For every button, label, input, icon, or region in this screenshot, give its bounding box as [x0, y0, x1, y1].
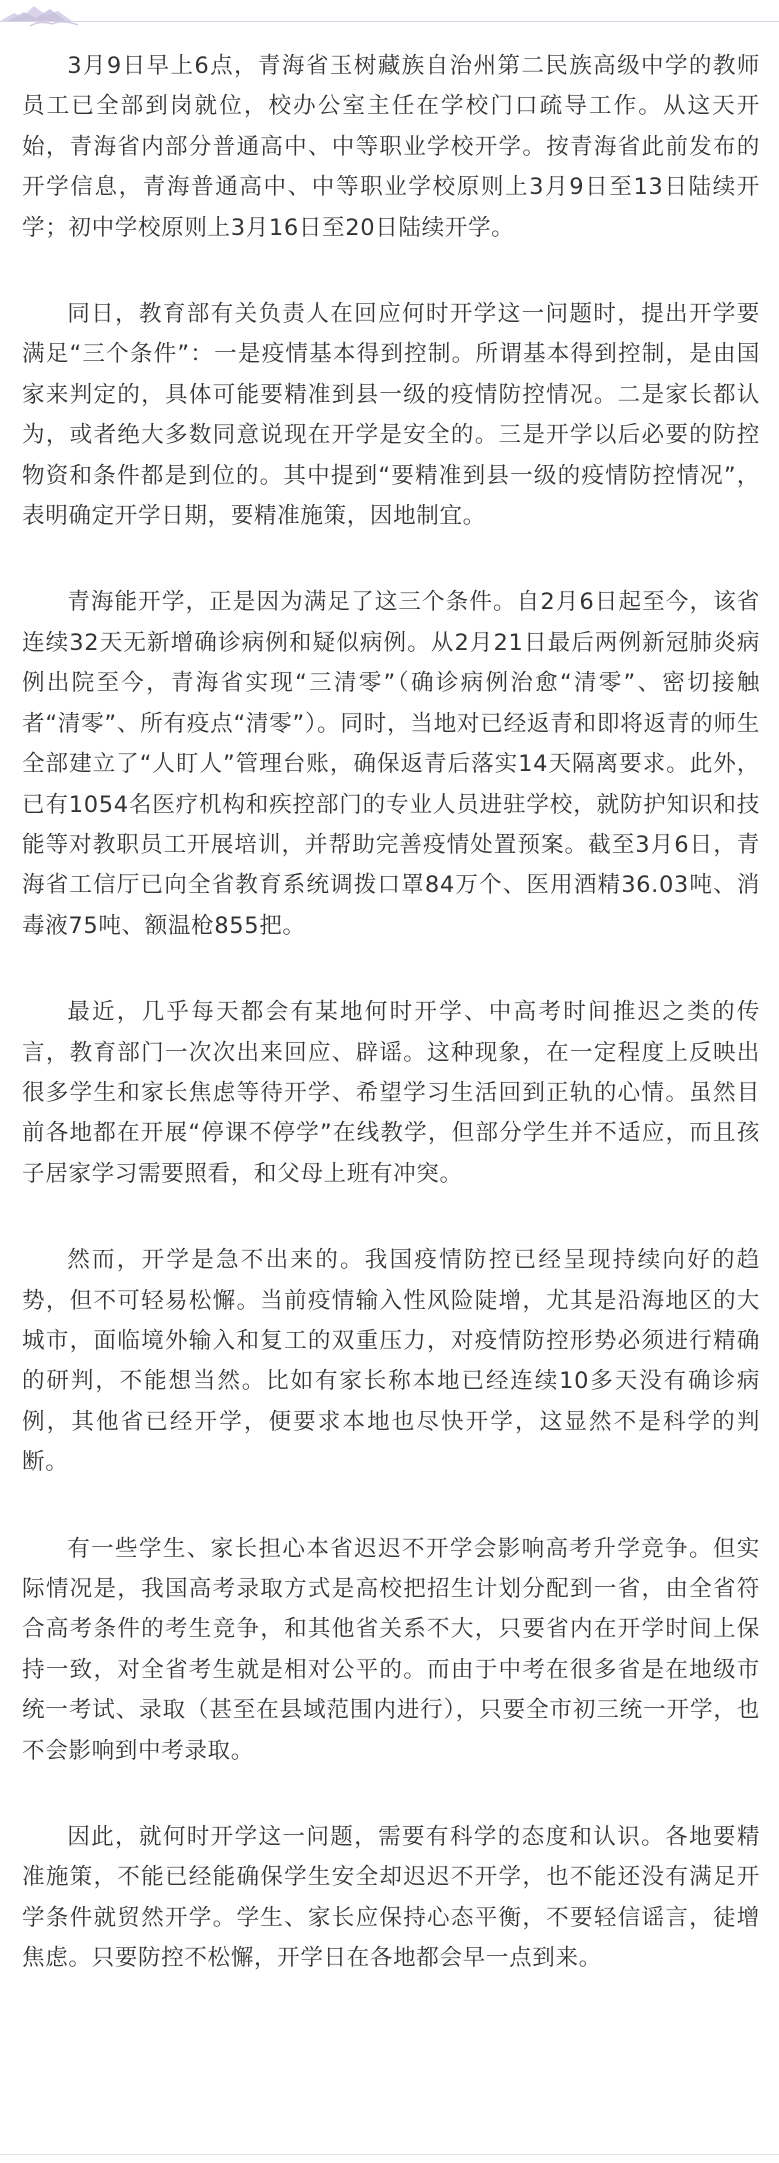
paragraph-3: 青海能开学，正是因为满足了这三个条件。自2月6日起至今，该省连续32天无新增确诊病例和疑似病例。从2月21日最后两例新冠肺炎病例出院至今，青海省实现“三清零”（确诊病例治愈“清零”、密切接触者“清零”、所有疫点“清零”）。同时，当地对已经返青和即将返青的师生全部建立了“人盯人”管理台账，确保返青后落实14天隔离要求。此外，已有1054名医疗机构和疾控部门的专业人员进驻学校，就防护知识和技能等对教职员工开展培训，并帮助完善疫情处置预案。截至3月6日，青海省工信厅已向全省教育系统调拨口罩84万个、医用酒精36.03吨、消毒液75吨、额温枪855把。	[22, 589, 760, 939]
paragraph-6: 有一些学生、家长担心本省迟迟不开学会影响高考升学竞争。但实际情况是，我国高考录取方式是高校把招生计划分配到一省，由全省符合高考条件的考生竞争，和其他省关系不大，只要省内在开学时间上保持一致，对全省考生就是相对公平的。而由于中考在很多省是在地级市统一考试、录取（甚至在县域范围内进行），只要全市初三统一开学，也不会影响到中考录取。	[22, 1535, 760, 1764]
bottom-divider	[0, 2154, 779, 2155]
article-body	[22, 46, 760, 2025]
paragraph-5: 然而，开学是急不出来的。我国疫情防控已经呈现持续向好的趋势，但不可轻易松懈。当前疫情输入性风险陡增，尤其是沿海地区的大城市，面临境外输入和复工的双重压力，对疫情防控形势必须进行精确的研判，不能想当然。比如有家长称本地已经连续10多天没有确诊病例，其他省已经开学，便要求本地也尽快开学，这显然不是科学的判断。	[22, 1247, 760, 1476]
mountain-cloud-ornament-icon	[0, 0, 90, 30]
paragraph-4: 最近，几乎每天都会有某地何时开学、中高考时间推迟之类的传言，教育部门一次次出来回应、辟谣。这种现象，在一定程度上反映出很多学生和家长焦虑等待开学、希望学习生活回到正轨的心情。虽然目前各地都在开展“停课不停学”在线教学，但部分学生并不适应，而且孩子居家学习需要照看，和父母上班有冲突。	[22, 999, 760, 1187]
paragraph-7: 因此，就何时开学这一问题，需要有科学的态度和认识。各地要精准施策，不能已经能确保学生安全却迟迟不开学，也不能还没有满足开学条件就贸然开学。学生、家长应保持心态平衡，不要轻信谣言，徒增焦虑。只要防控不松懈，开学日在各地都会早一点到来。	[22, 1824, 760, 1972]
paragraph-2: 同日，教育部有关负责人在回应何时开学这一问题时，提出开学要满足“三个条件”：一是疫情基本得到控制。所谓基本得到控制，是由国家来判定的，具体可能要精准到县一级的疫情防控情况。二是家长都认为，或者绝大多数同意说现在开学是安全的。三是开学以后必要的防控物资和条件都是到位的。其中提到“要精准到县一级的疫情防控情况”，表明确定开学日期，要精准施策，因地制宜。	[22, 301, 760, 530]
paragraph-1: 3月9日早上6点，青海省玉树藏族自治州第二民族高级中学的教师员工已全部到岗就位，校办公室主任在学校门口疏导工作。从这天开始，青海省内部分普通高中、中等职业学校开学。按青海省此前发布的开学信息，青海普通高中、中等职业学校原则上3月9日至13日陆续开学；初中学校原则上3月16日至20日陆续开学。	[22, 53, 760, 241]
top-divider	[0, 21, 779, 22]
